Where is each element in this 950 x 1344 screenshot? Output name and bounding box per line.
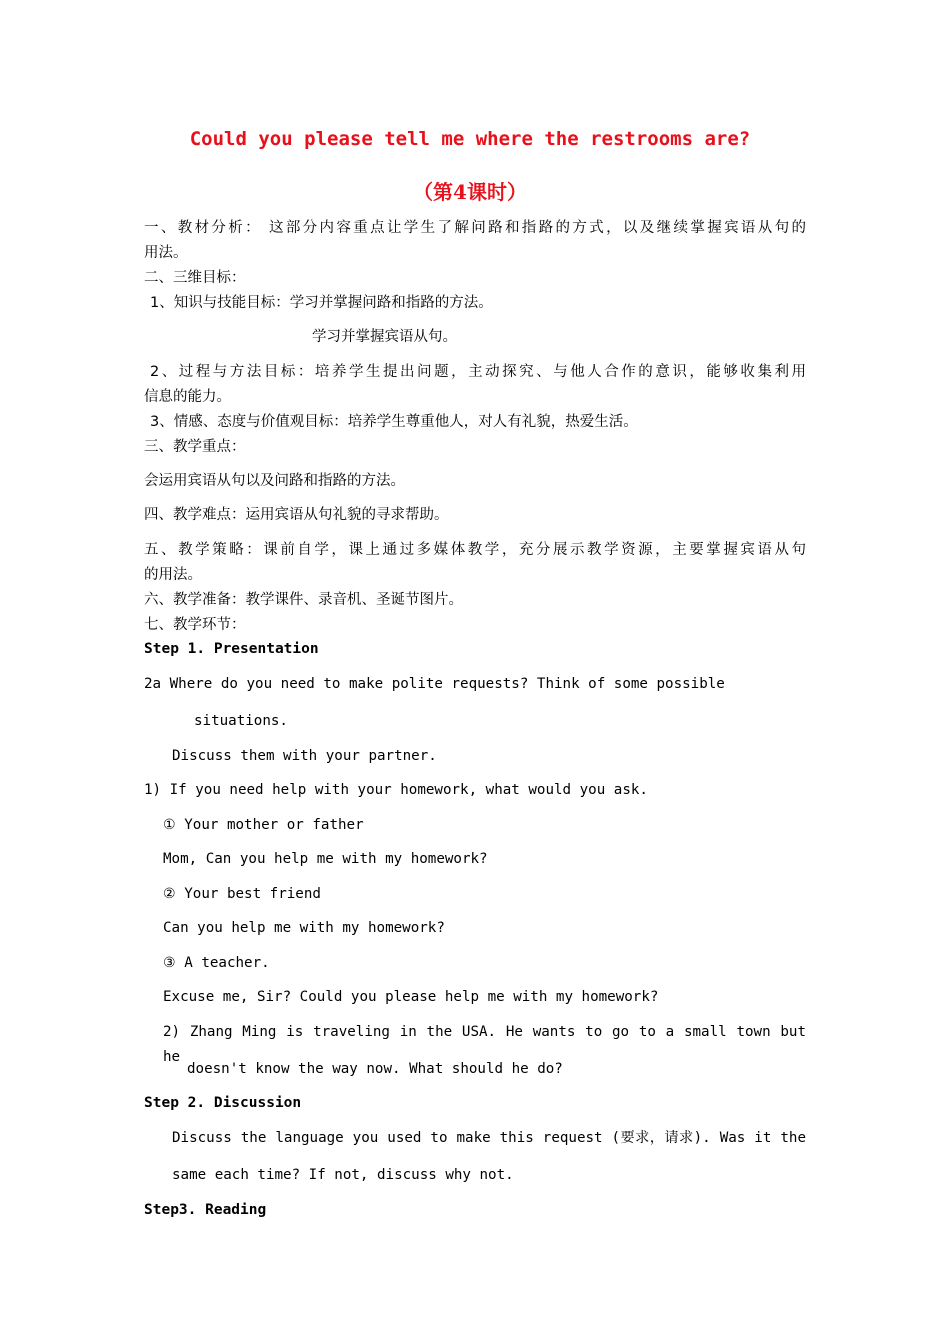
goals-heading: 二、三维目标： xyxy=(144,270,246,286)
option-2: ② Your best friend xyxy=(163,886,321,902)
difficulty: 四、教学难点：运用宾语从句礼貌的寻求帮助。 xyxy=(144,507,449,523)
goal-1-line-2: 学习并掌握宾语从句。 xyxy=(312,329,457,345)
analysis-line-2: 用法。 xyxy=(144,245,188,261)
question-2-line-1: 2) Zhang Ming is traveling in the USA. He wants to go to a small town but he xyxy=(163,1024,806,1065)
preparation: 六、教学准备：教学课件、录音机、圣诞节图片。 xyxy=(144,592,463,608)
goal-2-line-1: 2、过程与方法目标：培养学生提出问题，主动探究、与他人合作的意识，能够收集利用 xyxy=(150,364,806,380)
activity-2a-line-3: Discuss them with your partner. xyxy=(172,748,437,764)
strategy-line-1: 五、教学策略：课前自学，课上通过多媒体教学，充分展示教学资源，主要掌握宾语从句 xyxy=(144,542,806,558)
answer-3: Excuse me, Sir? Could you please help me with my homework? xyxy=(163,989,659,1005)
goal-1-line-1: 1、知识与技能目标：学习并掌握问路和指路的方法。 xyxy=(150,295,493,311)
option-3: ③ A teacher. xyxy=(163,955,270,971)
focus-text: 会运用宾语从句以及问路和指路的方法。 xyxy=(144,473,405,489)
process-heading: 七、教学环节： xyxy=(144,617,246,633)
strategy-line-2: 的用法。 xyxy=(144,567,202,583)
document-title: Could you please tell me where the restrooms are? xyxy=(189,128,751,150)
option-1: ① Your mother or father xyxy=(163,817,364,833)
question-1: 1) If you need help with your homework, what would you ask. xyxy=(144,782,648,798)
step-3-title: Step3. Reading xyxy=(144,1202,267,1218)
analysis-line-1: 一、教材分析： 这部分内容重点让学生了解问路和指路的方式，以及继续掌握宾语从句的 xyxy=(144,220,806,236)
answer-2: Can you help me with my homework? xyxy=(163,920,445,936)
step-2-title: Step 2. Discussion xyxy=(144,1095,302,1111)
discussion-line-1: Discuss the language you used to make this request (要求，请求). Was it the xyxy=(172,1130,806,1146)
goal-3: 3、情感、态度与价值观目标：培养学生尊重他人，对人有礼貌，热爱生活。 xyxy=(150,414,638,430)
answer-1: Mom, Can you help me with my homework? xyxy=(163,851,488,867)
question-2-line-2: doesn't know the way now. What should he do? xyxy=(187,1061,563,1077)
step-1-title: Step 1. Presentation xyxy=(144,641,319,657)
activity-2a-line-1: 2a Where do you need to make polite requests? Think of some possible xyxy=(144,676,725,692)
activity-2a-line-2: situations. xyxy=(194,713,288,729)
focus-heading: 三、教学重点： xyxy=(144,439,246,455)
lesson-subtitle: （第4课时） xyxy=(413,180,527,204)
goal-2-line-2: 信息的能力。 xyxy=(144,389,231,405)
discussion-line-2: same each time? If not, discuss why not. xyxy=(172,1167,514,1183)
